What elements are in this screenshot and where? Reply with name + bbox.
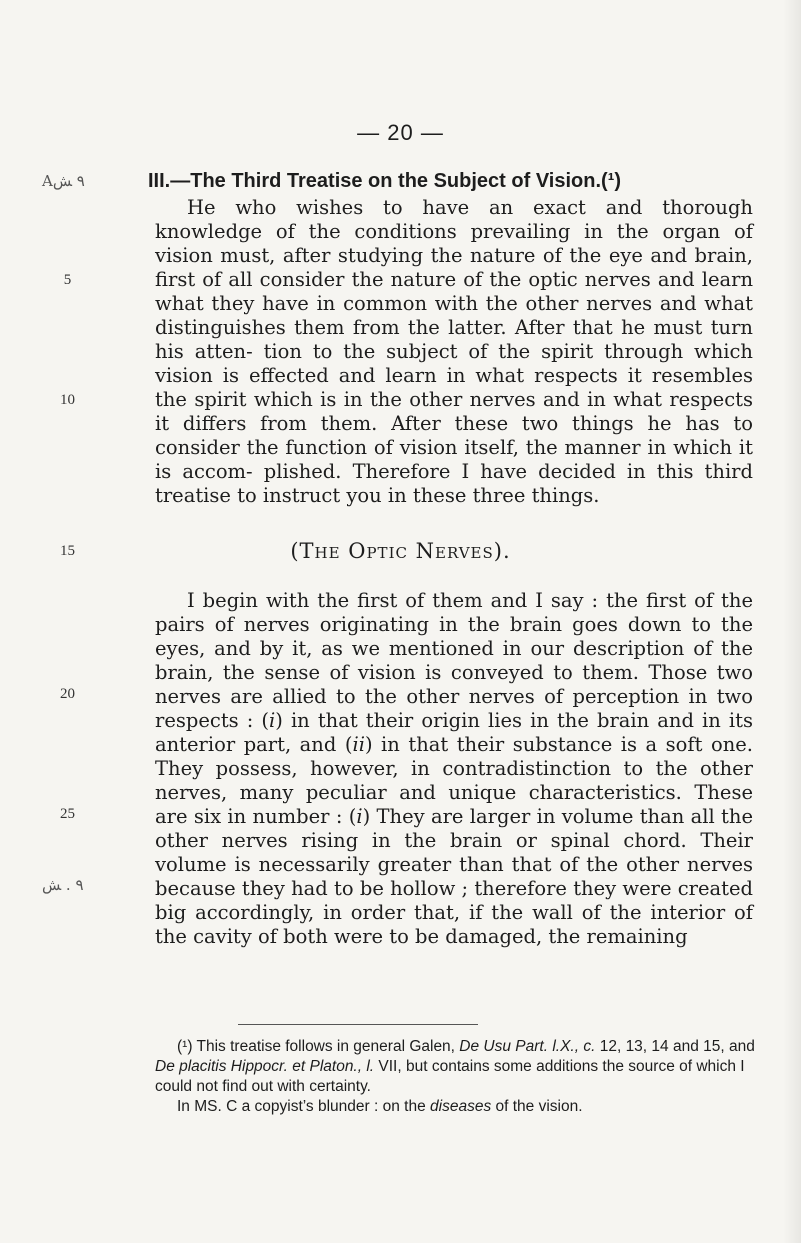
margin-annotation-lower: ٩ . ﺶ: [42, 876, 84, 894]
page-number: — 20 —: [357, 120, 444, 145]
page-edge-shadow: [783, 0, 801, 1243]
footnote-rule: [238, 1024, 478, 1025]
intro-paragraph: He who wishes to have an exact and thorough knowledge of the conditions prevailing in the organ of vision must, after studying the nature of the eye and brain, first of all consider the nature of the optic nerves and learn what they have in common with the other nerves and what distinguishes them from the latter. After that he must turn his atten- tion to the subject of the spirit through which vision is effected and learn in what respects it resembles the spirit which is in the other nerves and in what respects it differs from them. After these two things he has to consider the function of vision itself, the manner in which it is accom- plished. Therefore I have decided in this third treatise to instruct you in these three things.: [155, 196, 753, 507]
section-title: (The Optic Nerves).: [290, 539, 511, 563]
footnote: (¹) This treatise follows in general Galen, De Usu Part. l.X., c. 12, 13, 14 and 15, and De placitis Hippocr. et Platon., l. VII, but contains some additions the source of which I could not find out with certainty. In MS. C a copyist’s blunder : on the diseases of the vision.: [155, 1038, 755, 1115]
line-number-5: 5: [63, 272, 72, 288]
treatise-heading: III.—The Third Treatise on the Subject of Vision.(¹): [148, 170, 622, 192]
line-number-15: 15: [60, 543, 75, 559]
optic-nerves-paragraph: I begin with the first of them and I say : the first of the pairs of nerves originating in the brain goes down to the eyes, and by it, as we mentioned in our description of the brain, the sense of vision is conveyed to them. Those two nerves are allied to the other nerves of perception in two respects : (i) in that their origin lies in the brain and in its anterior part, and (ii) in that their substance is a soft one. They possess, however, in contradistinction to the other nerves, many peculiar and unique characteristics. These are six in number : (i) They are larger in volume than all the other nerves rising in the brain or spinal chord. Their volume is necessarily greater than that of the other nerves because they had to be hollow ; therefore they were created big accordingly, in order that, if the wall of the interior of the cavity of both were to be damaged, the remaining: [155, 589, 754, 948]
line-number-10: 10: [60, 392, 75, 408]
line-number-25: 25: [60, 806, 75, 822]
margin-annotation-top: A٩ ﺶ: [42, 172, 85, 190]
line-number-20: 20: [60, 686, 75, 702]
